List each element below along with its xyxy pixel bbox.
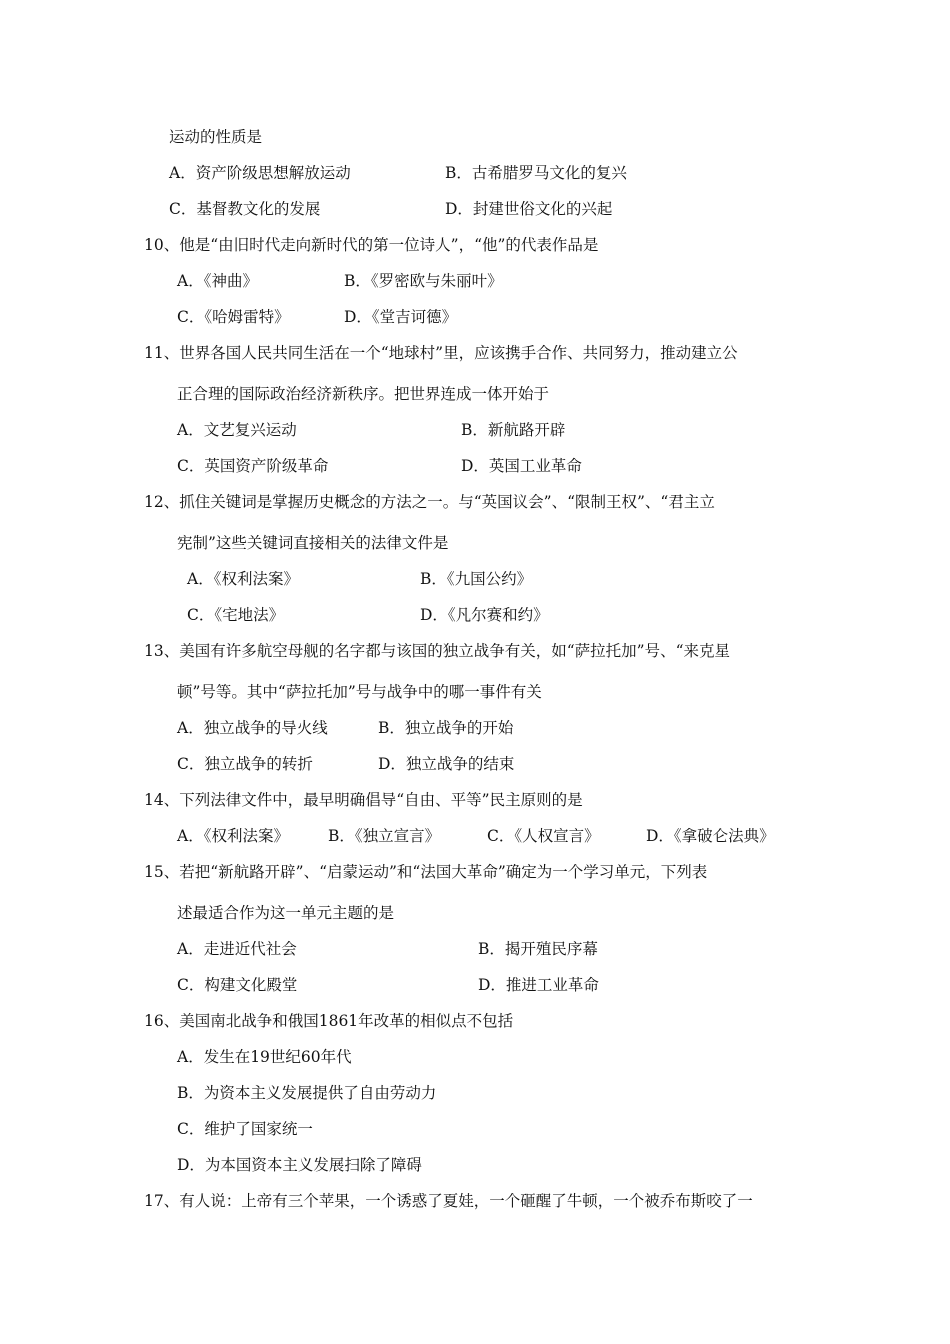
q12-option-c: C．《宅地法》	[187, 606, 285, 624]
q14-option-c: C．《人权宣言》	[487, 827, 600, 845]
q9-option-b: B．古希腊罗马文化的复兴	[445, 164, 627, 182]
q15-option-c: C．构建文化殿堂	[177, 976, 298, 994]
q10-option-a: A．《神曲》	[177, 272, 258, 290]
q10-stem: 10、他是“由旧时代走向新时代的第一位诗人”，“他”的代表作品是	[144, 236, 599, 254]
q10-option-b: B．《罗密欧与朱丽叶》	[344, 272, 503, 290]
q9-option-c: C．基督教文化的发展	[169, 200, 321, 218]
q16-stem: 16、美国南北战争和俄国1861年改革的相似点不包括	[144, 1012, 514, 1030]
q13-option-b: B．独立战争的开始	[378, 719, 514, 737]
q16-option-b: B．为资本主义发展提供了自由劳动力	[177, 1084, 437, 1102]
q9-option-a: A．资产阶级思想解放运动	[169, 164, 351, 182]
q10-option-d: D．《堂吉诃德》	[344, 308, 458, 326]
q13-option-a: A．独立战争的导火线	[177, 719, 328, 737]
q15-option-a: A．走进近代社会	[177, 940, 297, 958]
q16-option-a: A．发生在19世纪60年代	[177, 1048, 352, 1066]
q12-option-a: A．《权利法案》	[187, 570, 299, 588]
q12-option-b: B．《九国公约》	[420, 570, 533, 588]
q13-option-d: D．独立战争的结束	[378, 755, 515, 773]
q13-stem: 13、美国有许多航空母舰的名字都与该国的独立战争有关，如“萨拉托加”号、“来克星	[144, 642, 730, 660]
q9-option-d: D．封建世俗文化的兴起	[445, 200, 613, 218]
q11-option-b: B．新航路开辟	[461, 421, 566, 439]
q11-stem-cont: 正合理的国际政治经济新秩序。把世界连成一体开始于	[177, 385, 550, 403]
q12-option-d: D．《凡尔赛和约》	[420, 606, 549, 624]
q15-option-b: B．揭开殖民序幕	[478, 940, 598, 958]
q11-option-a: A．文艺复兴运动	[177, 421, 297, 439]
q16-option-c: C．维护了国家统一	[177, 1120, 313, 1138]
q13-option-c: C．独立战争的转折	[177, 755, 313, 773]
q14-option-b: B．《独立宣言》	[328, 827, 441, 845]
q9-stem-cont: 运动的性质是	[169, 128, 263, 146]
q12-stem-cont: 宪制”这些关键词直接相关的法律文件是	[177, 534, 449, 552]
q11-stem: 11、世界各国人民共同生活在一个“地球村”里，应该携手合作、共同努力，推动建立公	[144, 344, 738, 362]
q16-option-d: D．为本国资本主义发展扫除了障碍	[177, 1156, 422, 1174]
q15-stem-cont: 述最适合作为这一单元主题的是	[177, 904, 395, 922]
q13-stem-cont: 顿”号等。其中“萨拉托加”号与战争中的哪一事件有关	[177, 683, 542, 701]
q14-option-a: A．《权利法案》	[177, 827, 289, 845]
q15-stem: 15、若把“新航路开辟”、“启蒙运动”和“法国大革命”确定为一个学习单元，下列表	[144, 863, 708, 881]
q15-option-d: D．推进工业革命	[478, 976, 599, 994]
q10-option-c: C．《哈姆雷特》	[177, 308, 290, 326]
q12-stem: 12、抓住关键词是掌握历史概念的方法之一。与“英国议会”、“限制王权”、“君主立	[144, 493, 715, 511]
q11-option-d: D．英国工业革命	[461, 457, 582, 475]
q14-stem: 14、下列法律文件中，最早明确倡导“自由、平等”民主原则的是	[144, 791, 583, 809]
q17-stem: 17、有人说：上帝有三个苹果，一个诱惑了夏娃，一个砸醒了牛顿，一个被乔布斯咬了一	[144, 1192, 753, 1210]
q14-option-d: D．《拿破仑法典》	[646, 827, 775, 845]
q11-option-c: C．英国资产阶级革命	[177, 457, 329, 475]
